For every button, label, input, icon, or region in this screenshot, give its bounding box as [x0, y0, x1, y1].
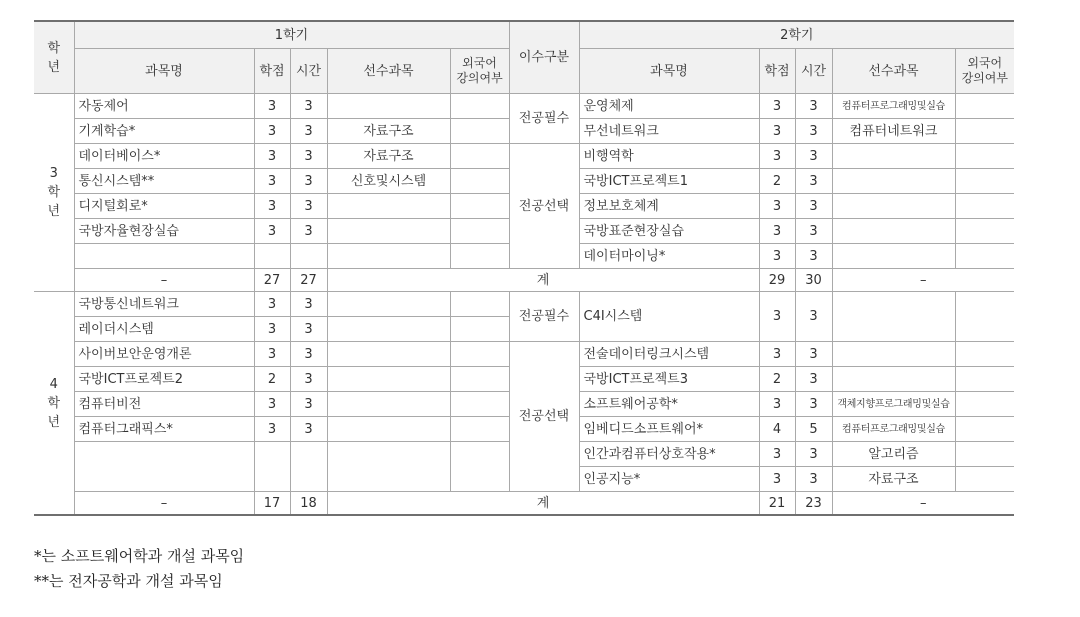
course-cell: [74, 244, 254, 269]
category-cell: 전공선택: [509, 144, 579, 269]
course-cell: 데이터마이닝*: [579, 244, 759, 269]
hours-cell: 3: [795, 194, 832, 219]
credit-cell: 2: [254, 367, 290, 392]
foreign-cell: [450, 417, 509, 442]
course-cell: 국방ICT프로젝트2: [74, 367, 254, 392]
total-hours: 30: [795, 269, 832, 292]
foreign-cell: [955, 169, 1014, 194]
prereq-cell: [327, 317, 450, 342]
prereq-cell: [327, 367, 450, 392]
course-header: 과목명: [579, 49, 759, 94]
hours-cell: 3: [290, 392, 327, 417]
hours-cell: 3: [795, 94, 832, 119]
foreign-cell: [955, 194, 1014, 219]
credit-cell: 4: [759, 417, 795, 442]
credit-cell: 2: [759, 367, 795, 392]
credit-cell: 3: [254, 219, 290, 244]
category-cell: 전공필수: [509, 292, 579, 342]
hours-cell: 3: [290, 144, 327, 169]
foreign-cell: [450, 219, 509, 244]
prereq-cell: 자료구조: [327, 144, 450, 169]
credit-cell: 3: [759, 119, 795, 144]
total-credit: 27: [254, 269, 290, 292]
total-dash: –: [832, 492, 1014, 516]
hours-cell: 5: [795, 417, 832, 442]
prereq-cell: 컴퓨터프로그래밍및실습: [832, 417, 955, 442]
prereq-cell: [327, 442, 450, 492]
course-cell: 정보보호체계: [579, 194, 759, 219]
category-cell: 전공선택: [509, 342, 579, 492]
credit-cell: [254, 442, 290, 492]
table-row: [34, 144, 1014, 169]
course-cell: 컴퓨터비전: [74, 392, 254, 417]
category-header: 이수구분: [509, 21, 579, 94]
course-cell: C4I시스템: [579, 292, 759, 342]
credit-cell: 3: [254, 119, 290, 144]
prereq-cell: 컴퓨터네트워크: [832, 119, 955, 144]
category-cell: 전공필수: [509, 94, 579, 144]
credit-cell: 3: [254, 194, 290, 219]
prereq-cell: [832, 169, 955, 194]
credit-cell: 3: [254, 144, 290, 169]
total-row: [34, 492, 1014, 516]
hours-cell: 3: [290, 292, 327, 317]
course-header: 과목명: [74, 49, 254, 94]
total-credit: 17: [254, 492, 290, 516]
prereq-cell: [327, 244, 450, 269]
hours-cell: 3: [795, 219, 832, 244]
foreign-cell: [955, 292, 1014, 342]
hours-cell: 3: [795, 244, 832, 269]
course-cell: 운영체제: [579, 94, 759, 119]
course-cell: 통신시스템**: [74, 169, 254, 194]
course-cell: 임베디드소프트웨어*: [579, 417, 759, 442]
hours-cell: 3: [290, 119, 327, 144]
total-label: 계: [327, 492, 759, 516]
credit-cell: 3: [254, 169, 290, 194]
total-row: [34, 269, 1014, 292]
course-cell: 컴퓨터그래픽스*: [74, 417, 254, 442]
credit-cell: 3: [759, 94, 795, 119]
credit-header: 학점: [254, 49, 290, 94]
foreign-header: 외국어 강의여부: [450, 49, 509, 94]
prereq-cell: [327, 194, 450, 219]
total-hours: 18: [290, 492, 327, 516]
credit-cell: 3: [254, 342, 290, 367]
hours-cell: 3: [795, 169, 832, 194]
course-cell: 데이터베이스*: [74, 144, 254, 169]
prereq-cell: [832, 144, 955, 169]
prereq-cell: 객체지향프로그래밍및실습: [832, 392, 955, 417]
total-label: 계: [327, 269, 759, 292]
prereq-cell: 알고리즘: [832, 442, 955, 467]
hours-cell: 3: [795, 144, 832, 169]
prereq-cell: [327, 219, 450, 244]
credit-cell: 3: [759, 194, 795, 219]
hours-cell: 3: [290, 169, 327, 194]
course-cell: 인공지능*: [579, 467, 759, 492]
credit-cell: 3: [254, 292, 290, 317]
course-cell: 기계학습*: [74, 119, 254, 144]
course-cell: 국방자율현장실습: [74, 219, 254, 244]
header-row-semester: [34, 21, 1014, 49]
credit-cell: 3: [254, 94, 290, 119]
course-cell: 국방ICT프로젝트1: [579, 169, 759, 194]
foreign-cell: [450, 169, 509, 194]
course-cell: 인간과컴퓨터상호작용*: [579, 442, 759, 467]
hours-cell: 3: [795, 119, 832, 144]
hours-cell: 3: [795, 392, 832, 417]
hours-cell: 3: [795, 467, 832, 492]
credit-cell: 3: [759, 292, 795, 342]
course-cell: 소프트웨어공학*: [579, 392, 759, 417]
total-hours: 27: [290, 269, 327, 292]
prereq-cell: 자료구조: [327, 119, 450, 144]
footnote-electronics-dept: **는 전자공학과 개설 과목임: [34, 572, 223, 590]
foreign-cell: [955, 144, 1014, 169]
credit-cell: 3: [759, 342, 795, 367]
table-row: [34, 94, 1014, 119]
year3-label: 3학년: [34, 94, 74, 292]
hours-cell: 3: [795, 292, 832, 342]
foreign-cell: [955, 119, 1014, 144]
hours-cell: 3: [795, 342, 832, 367]
course-cell: 국방통신네트워크: [74, 292, 254, 317]
hours-cell: [290, 244, 327, 269]
prereq-cell: [327, 392, 450, 417]
total-hours: 23: [795, 492, 832, 516]
prereq-cell: [327, 94, 450, 119]
foreign-cell: [450, 244, 509, 269]
foreign-cell: [955, 467, 1014, 492]
foreign-cell: [450, 119, 509, 144]
credit-cell: 2: [759, 169, 795, 194]
course-cell: 자동제어: [74, 94, 254, 119]
prereq-cell: [832, 219, 955, 244]
year4-label: 4학년: [34, 292, 74, 516]
curriculum-table: [34, 20, 1014, 516]
course-cell: 국방표준현장실습: [579, 219, 759, 244]
footnotes: [34, 544, 244, 594]
hours-cell: 3: [290, 417, 327, 442]
hours-cell: 3: [290, 317, 327, 342]
year-header: 학년: [34, 21, 74, 94]
semester1-header: 1학기: [74, 21, 509, 49]
credit-cell: 3: [254, 417, 290, 442]
course-cell: 무선네트워크: [579, 119, 759, 144]
prereq-cell: [832, 342, 955, 367]
credit-cell: 3: [759, 244, 795, 269]
semester2-header: 2학기: [579, 21, 1014, 49]
course-cell: 국방ICT프로젝트3: [579, 367, 759, 392]
prereq-cell: 신호및시스템: [327, 169, 450, 194]
course-cell: 레이더시스템: [74, 317, 254, 342]
prereq-header: 선수과목: [327, 49, 450, 94]
credit-cell: 3: [759, 219, 795, 244]
foreign-cell: [450, 442, 509, 492]
hours-cell: 3: [290, 94, 327, 119]
table-row: [34, 342, 1014, 367]
credit-cell: 3: [254, 317, 290, 342]
foreign-cell: [955, 417, 1014, 442]
footnote-software-dept: *는 소프트웨어학과 개설 과목임: [34, 547, 245, 565]
foreign-cell: [955, 392, 1014, 417]
foreign-cell: [955, 442, 1014, 467]
prereq-cell: 컴퓨터프로그래밍및실습: [832, 94, 955, 119]
hours-cell: 3: [290, 219, 327, 244]
foreign-cell: [955, 219, 1014, 244]
prereq-cell: [327, 342, 450, 367]
total-credit: 21: [759, 492, 795, 516]
prereq-cell: [832, 244, 955, 269]
total-dash: –: [74, 269, 254, 292]
course-cell: 사이버보안운영개론: [74, 342, 254, 367]
foreign-cell: [450, 392, 509, 417]
credit-cell: 3: [759, 392, 795, 417]
hours-cell: 3: [290, 367, 327, 392]
course-cell: 비행역학: [579, 144, 759, 169]
foreign-header: 외국어 강의여부: [955, 49, 1014, 94]
prereq-cell: [327, 292, 450, 317]
hours-cell: 3: [290, 194, 327, 219]
foreign-cell: [450, 194, 509, 219]
total-credit: 29: [759, 269, 795, 292]
foreign-cell: [955, 342, 1014, 367]
credit-cell: 3: [759, 467, 795, 492]
course-cell: 전술데이터링크시스템: [579, 342, 759, 367]
foreign-cell: [450, 342, 509, 367]
credit-cell: 3: [759, 144, 795, 169]
curriculum-sheet: [34, 20, 1014, 516]
course-cell: 디지털회로*: [74, 194, 254, 219]
foreign-cell: [955, 367, 1014, 392]
foreign-cell: [450, 367, 509, 392]
hours-header: 시간: [795, 49, 832, 94]
prereq-cell: [832, 194, 955, 219]
credit-cell: 3: [759, 442, 795, 467]
foreign-cell: [450, 94, 509, 119]
foreign-cell: [955, 244, 1014, 269]
foreign-cell: [450, 317, 509, 342]
total-dash: –: [74, 492, 254, 516]
credit-cell: [254, 244, 290, 269]
hours-cell: 3: [795, 367, 832, 392]
prereq-cell: [327, 417, 450, 442]
table-row: [34, 292, 1014, 317]
hours-cell: [290, 442, 327, 492]
hours-cell: 3: [290, 342, 327, 367]
prereq-cell: [832, 292, 955, 342]
prereq-header: 선수과목: [832, 49, 955, 94]
prereq-cell: [832, 367, 955, 392]
credit-cell: 3: [254, 392, 290, 417]
total-dash: –: [832, 269, 1014, 292]
foreign-cell: [450, 292, 509, 317]
foreign-cell: [955, 94, 1014, 119]
hours-header: 시간: [290, 49, 327, 94]
prereq-cell: 자료구조: [832, 467, 955, 492]
foreign-cell: [450, 144, 509, 169]
credit-header: 학점: [759, 49, 795, 94]
course-cell: [74, 442, 254, 492]
hours-cell: 3: [795, 442, 832, 467]
